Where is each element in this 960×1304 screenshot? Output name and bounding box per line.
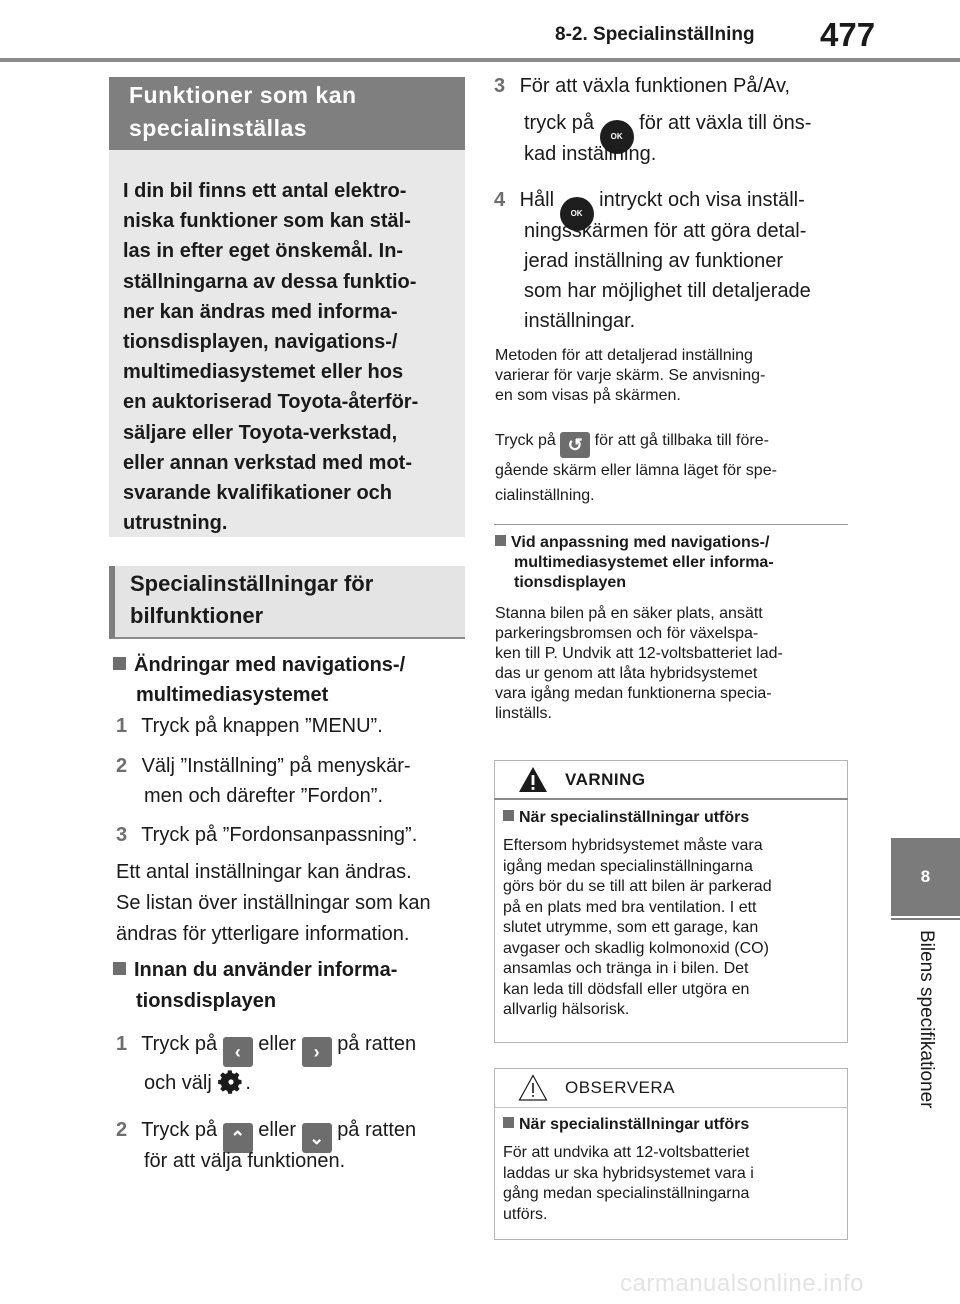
chapter-tab: 8 — [891, 838, 960, 916]
step-b1-cont: och välj . — [144, 1068, 251, 1098]
step-3: 3 Tryck på ”Fordonsanpassning”. — [116, 824, 418, 846]
intro-line: utrustning. — [123, 512, 228, 535]
intro-line: svarande kvalifikationer och — [123, 482, 393, 505]
subsection-body-3: Stanna bilen på en säker plats, ansätt parkeringsbromsen och för växelspa- ken till P. Undvik att 12-voltsbatteriet lad- das ur genom att låta hybridsystemet vara igång medan funktionerna specia- linställs. — [495, 605, 783, 722]
step-b1: 1 Tryck på ‹ eller › på ratten — [116, 1029, 416, 1067]
square-bullet-icon — [113, 657, 126, 670]
square-bullet-icon — [495, 535, 506, 546]
paragraph-line: Ett antal inställningar kan ändras. — [116, 861, 412, 883]
step-2-cont: men och därefter ”Fordon”. — [144, 785, 383, 807]
chevron-right-icon: › — [302, 1037, 332, 1067]
subsection-title-3: Vid anpassning med navigations-/ multimediasystemet eller informa- tionsdisplayen — [495, 533, 774, 593]
subsection-title-2: Innan du använder informa- — [113, 955, 397, 985]
note-1: Metoden för att detaljerad inställning varierar för varje skärm. Se anvisning- en som visas på skärmen. — [495, 347, 766, 404]
intro-line: ställningarna av dessa funktio- — [123, 270, 417, 293]
chapter-label-text: Bilens specifikationer — [916, 930, 937, 1109]
intro-line: tionsdisplayen, navigations-/ — [123, 331, 398, 354]
step-r4-line: jerad inställning av funktioner — [524, 250, 784, 272]
square-bullet-icon — [503, 1117, 514, 1128]
step-2: 2 Välj ”Inställning” på menyskär- — [116, 755, 411, 777]
intro-box-body — [109, 150, 465, 537]
warning-body: Eftersom hybridsystemet måste vara igång medan specialinställningarna görs bör du se till att bilen är parkerad på en plats med bra ventilation. I ett slutet utrymme, som ett garage, kan avgaser och skadlig kolmonoxid (CO) ansamlas och tränga in i bilen. Det kan leda till dödsfall eller utgöra en allvarlig hälsorisk. — [503, 837, 772, 1018]
intro-line: las in efter eget önskemål. In- — [123, 240, 404, 263]
warning-triangle-icon — [518, 766, 548, 793]
footer-watermark: carmanualsonline.info — [620, 1270, 864, 1297]
step-r4-line: som har möjlighet till detaljerade — [524, 280, 811, 302]
intro-line: eller annan verkstad med mot- — [123, 451, 412, 474]
step-r4-line: inställningar. — [524, 310, 636, 332]
step-r4-line: ningsskärmen för att göra detal- — [524, 220, 807, 242]
intro-line: ner kan ändras med informa- — [123, 300, 398, 323]
divider — [494, 524, 848, 525]
chapter-tab-rule — [891, 918, 960, 920]
step-r3-cont2: kad inställning. — [524, 143, 657, 165]
warning-title: VARNING — [565, 770, 646, 789]
note-2: Tryck på ↺ för att gå tillbaka till före- gående skärm eller lämna läget för spe- cialinställning. — [495, 432, 777, 504]
step-r3: 3 För att växla funktionen På/Av, — [494, 75, 791, 97]
ok-button-icon: OK — [560, 197, 594, 231]
subsection-title-2-cont: tionsdisplayen — [136, 990, 277, 1012]
chapter-label — [905, 930, 945, 1130]
notice-title: OBSERVERA — [565, 1078, 676, 1097]
step-b2: 2 Tryck på ⌃ eller ⌄ på ratten — [116, 1115, 416, 1153]
subsection-title-cont: multimediasystemet — [136, 684, 329, 706]
intro-line: niska funktioner som kan stäl- — [123, 210, 411, 233]
step-b2-cont: för att välja funktionen. — [144, 1150, 346, 1172]
chevron-up-icon: ⌃ — [223, 1123, 253, 1153]
chevron-down-icon: ⌄ — [302, 1123, 332, 1153]
notice-subtitle: När specialinställningar utförs — [503, 1115, 749, 1135]
header-rule — [0, 58, 960, 62]
square-bullet-icon — [113, 962, 126, 975]
page-number: 477 — [820, 16, 876, 53]
section-title: 8-2. Specialinställning — [555, 24, 755, 45]
step-r3-cont: tryck på OK för att växla till öns- — [524, 108, 811, 154]
square-bullet-icon — [503, 810, 514, 821]
notice-triangle-icon — [518, 1074, 548, 1101]
section-heading-box: Specialinställningar för bilfunktioner — [109, 566, 465, 639]
warning-subtitle: När specialinställningar utförs — [503, 808, 749, 828]
subsection-title: Ändringar med navigations-/ — [113, 650, 405, 680]
step-r4: 4 Håll OK intryckt och visa inställ- — [494, 185, 805, 231]
intro-line: en auktoriserad Toyota-återför- — [123, 391, 419, 414]
step-1: 1 Tryck på knappen ”MENU”. — [116, 715, 383, 737]
paragraph-line: ändras för ytterligare information. — [116, 923, 410, 945]
notice-body: För att undvika att 12-voltsbatteriet laddas ur ska hybridsystemet vara i gång medan specialinställningarna utförs. — [503, 1144, 754, 1223]
paragraph-line: Se listan över inställningar som kan — [116, 892, 431, 914]
intro-line: I din bil finns ett antal elektro- — [123, 180, 407, 202]
intro-box-title: Funktioner som kan specialinställas — [109, 77, 465, 150]
intro-line: multimediasystemet eller hos — [123, 361, 404, 384]
ok-button-icon: OK — [600, 120, 634, 154]
back-arrow-icon: ↺ — [560, 432, 590, 458]
intro-line: säljare eller Toyota-verkstad, — [123, 421, 398, 444]
gear-icon — [217, 1068, 245, 1096]
chevron-left-icon: ‹ — [223, 1037, 253, 1067]
